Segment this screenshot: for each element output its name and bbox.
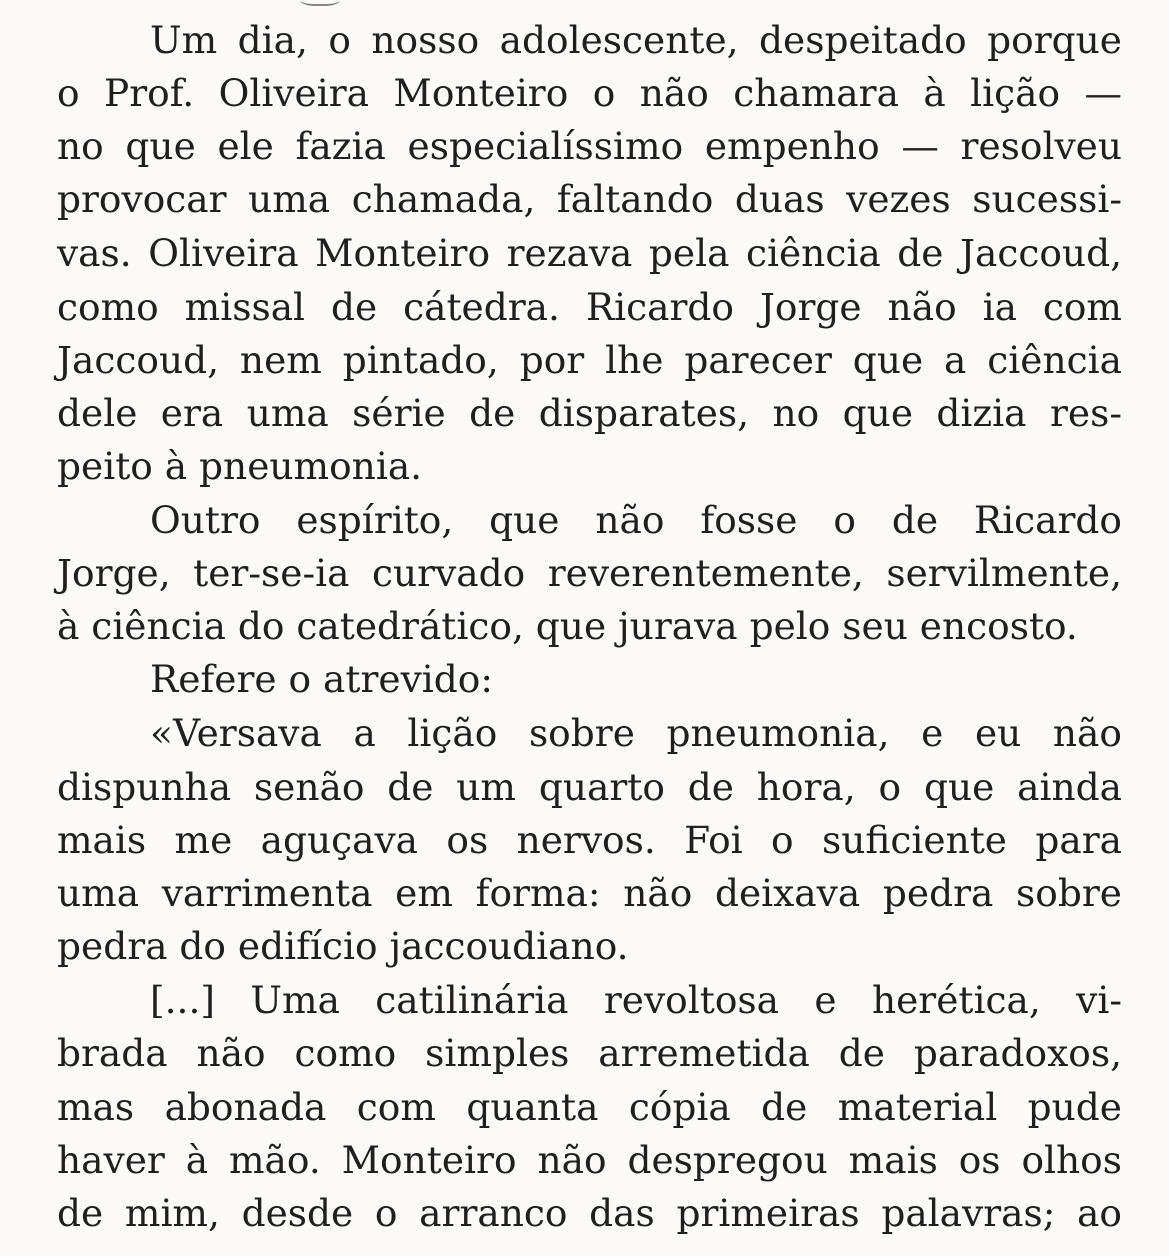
text-line: Um dia, o nosso adolescente, despeitado porque <box>150 18 1122 62</box>
text-line: haver à mão. Monteiro não despregou mais os olhos <box>57 1138 1122 1182</box>
text-line: como missal de cátedra. Ricardo Jorge não ia com <box>57 285 1122 329</box>
text-line: Outro espírito, que não fosse o de Ricardo <box>150 498 1122 542</box>
text-line: brada não como simples arremetida de paradoxos, <box>57 1031 1122 1075</box>
text-line: [...] Uma catilinária revoltosa e herética, vi- <box>150 978 1122 1022</box>
text-line: peito à pneumonia. <box>57 444 423 488</box>
text-line: Jorge, ter-se-ia curvado reverentemente, servilmente, <box>57 551 1122 595</box>
text-line: mais me aguçava os nervos. Foi o suficiente para <box>57 818 1122 862</box>
text-line: uma varrimenta em forma: não deixava pedra sobre <box>57 871 1122 915</box>
text-line: provocar uma chamada, faltando duas vezes sucessi- <box>57 177 1122 221</box>
text-line: dele era uma série de disparates, no que dizia res- <box>57 391 1122 435</box>
text-line: à ciência do catedrático, que jurava pelo seu encosto. <box>57 604 1078 648</box>
text-line: o Prof. Oliveira Monteiro o não chamara à lição — <box>57 71 1122 115</box>
text-line: no que ele fazia especialíssimo empenho — resolveu <box>57 124 1122 168</box>
text-line: «Versava a lição sobre pneumonia, e eu não <box>150 711 1122 755</box>
text-line: Jaccoud, nem pintado, por lhe parecer que a ciência <box>57 338 1122 382</box>
text-line: de mim, desde o arranco das primeiras palavras; ao <box>57 1191 1122 1235</box>
text-line: Refere o atrevido: <box>150 657 493 701</box>
text-line: vas. Oliveira Monteiro rezava pela ciência de Jaccoud, <box>57 231 1122 275</box>
text-line: mas abonada com quanta cópia de material pude <box>57 1085 1122 1129</box>
text-line: pedra do edifício jaccoudiano. <box>57 924 629 968</box>
cropped-glyph-fragment <box>300 0 340 6</box>
text-line: dispunha senão de um quarto de hora, o que ainda <box>57 765 1122 809</box>
